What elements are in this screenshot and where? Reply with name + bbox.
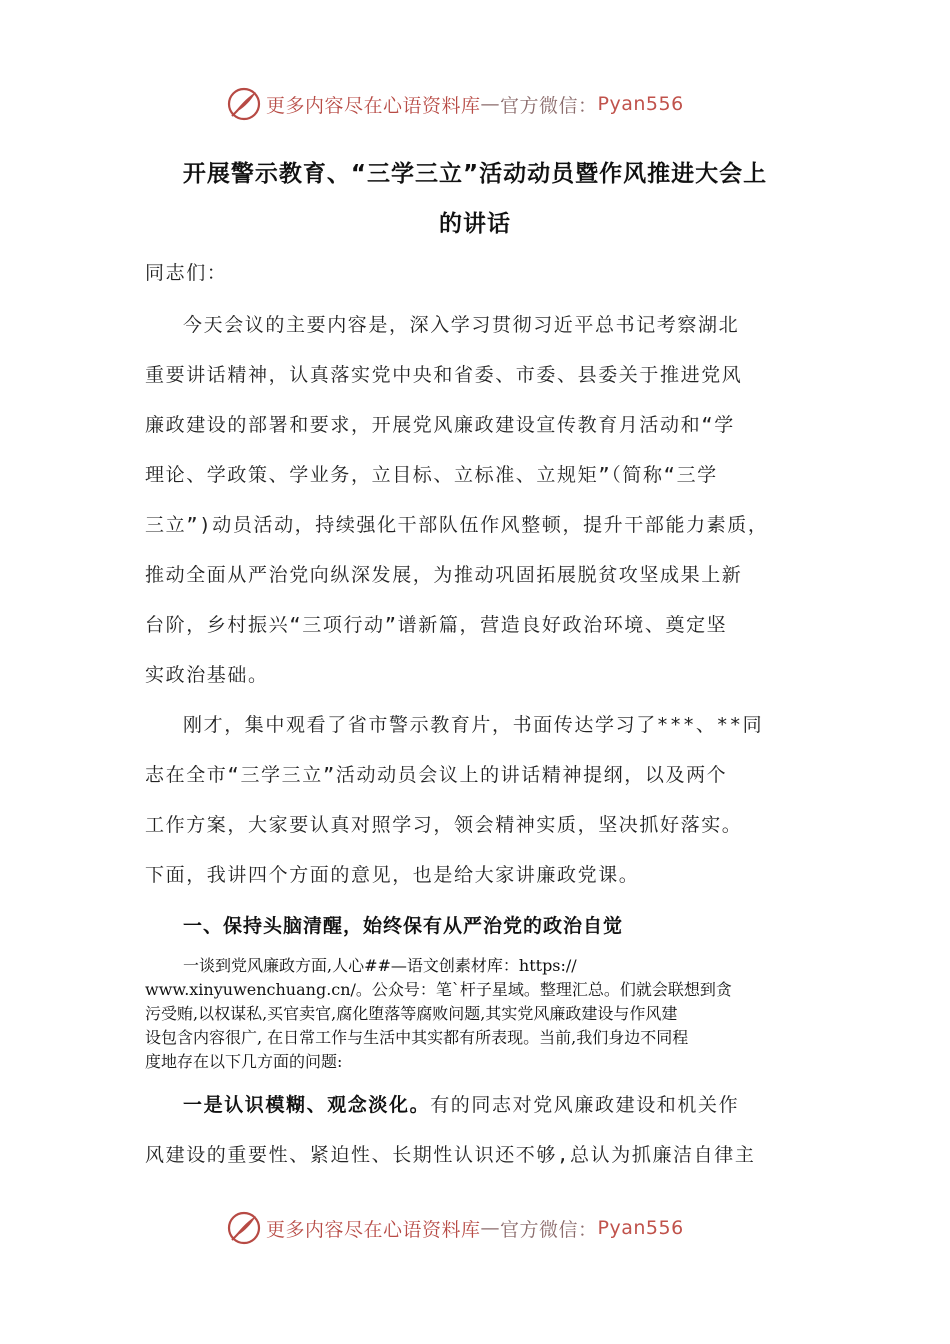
watermark-wechat-label: 官方微信： — [500, 1218, 598, 1241]
watermark-banner-top — [226, 84, 684, 124]
watermark-separator: — — [480, 1217, 501, 1239]
watermark-separator: — — [480, 93, 501, 115]
para3-line: 污受贿,以权谋私,买官卖官,腐化堕落等腐败问题,其实党风廉政建设与作风建 — [145, 1004, 678, 1023]
para1-line: 理论、学政策、学业务，立目标、立标准、立规矩”（简称“三学 — [145, 464, 718, 486]
para2-line: 刚才，集中观看了省市警示教育片，书面传达学习了***、**同 — [183, 714, 764, 736]
para4-line2: 风建设的重要性、紧迫性、长期性认识还不够,总认为抓廉洁自律主 — [145, 1144, 756, 1166]
watermark-wechat-label: 官方微信： — [500, 94, 598, 117]
para4-line1 — [183, 1090, 739, 1117]
para3-line: www.xinyuwenchuang.cn/。公众号：笔`杆子星域。整理汇总。们就会联想到贪 — [145, 980, 732, 999]
document-title-line1: 开展警示教育、“三学三立”活动动员暨作风推进大会上 — [182, 161, 768, 187]
section1-heading: 一、保持头脑清醒，始终保有从严治党的政治自觉 — [183, 915, 624, 937]
para1-line: 台阶，乡村振兴“三项行动”谱新篇，营造良好政治环境、奠定坚 — [145, 614, 728, 636]
watermark-text: 更多内容尽在心语资料库 — [266, 1218, 481, 1241]
para4-line1-rest: 有的同志对党风廉政建设和机关作 — [430, 1094, 740, 1116]
para2-line: 下面，我讲四个方面的意见，也是给大家讲廉政党课。 — [145, 864, 640, 886]
quill-logo-icon — [226, 1210, 262, 1246]
para3-line: 设包含内容很广, 在日常工作与生活中其实都有所表现。当前,我们身边不同程 — [145, 1028, 689, 1047]
para2-line: 志在全市“三学三立”活动动员会议上的讲话精神提纲，以及两个 — [145, 764, 728, 786]
para1-line: 三立”)动员活动，持续强化干部队伍作风整顿，提升干部能力素质， — [145, 514, 769, 536]
para1-line: 重要讲话精神，认真落实党中央和省委、市委、县委关于推进党风 — [145, 364, 743, 386]
para1-line: 实政治基础。 — [145, 664, 269, 686]
para4-lead: 一是认识模糊、观念淡化。 — [183, 1094, 431, 1116]
para1-line: 今天会议的主要内容是，深入学习贯彻习近平总书记考察湖北 — [183, 314, 740, 336]
watermark-wechat-id: Pyan556 — [597, 1217, 684, 1239]
para1-line: 廉政建设的部署和要求，开展党风廉政建设宣传教育月活动和“学 — [145, 414, 735, 436]
para3-line: 一谈到党风廉政方面,人心##—语文创素材库：https:// — [183, 956, 577, 975]
watermark-banner-bottom — [226, 1208, 684, 1248]
watermark-text: 更多内容尽在心语资料库 — [266, 94, 481, 117]
watermark-wechat-id: Pyan556 — [597, 93, 684, 115]
para1-line: 推动全面从严治党向纵深发展，为推动巩固拓展脱贫攻坚成果上新 — [145, 564, 743, 586]
para3-line: 度地存在以下几方面的问题: — [145, 1052, 343, 1071]
para2-line: 工作方案，大家要认真对照学习，领会精神实质，坚决抓好落实。 — [145, 814, 743, 836]
document-title-line2: 的讲话 — [439, 211, 511, 237]
salutation: 同志们： — [145, 262, 228, 284]
quill-logo-icon — [226, 86, 262, 122]
